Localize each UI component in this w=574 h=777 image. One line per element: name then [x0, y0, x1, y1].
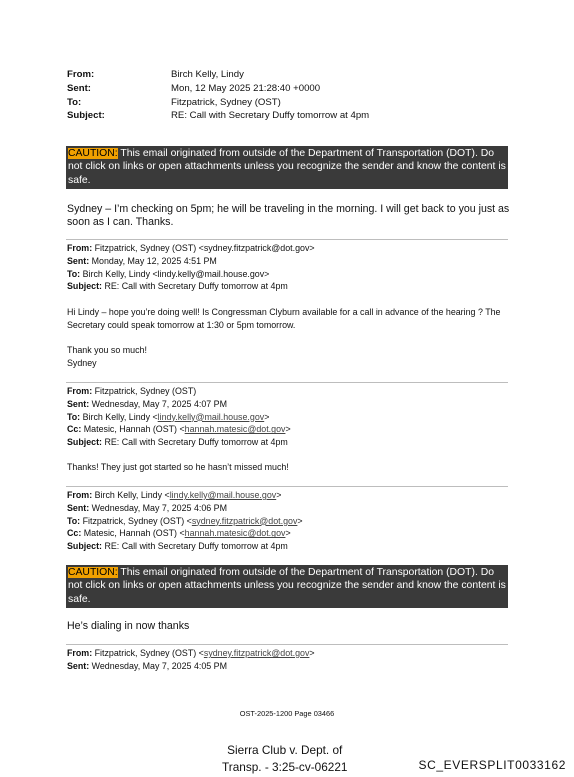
bracket: > [285, 424, 291, 435]
to-name: Birch Kelly, Lindy < [80, 411, 158, 422]
sent-label: Sent: [67, 82, 91, 94]
caution-banner [66, 565, 508, 608]
subject-label: Subject: [67, 281, 103, 292]
from-label: From: [67, 69, 95, 80]
divider [66, 382, 508, 383]
from-label: From: [67, 243, 93, 253]
case-caption [222, 742, 347, 775]
reply-text: He’s dialing in now thanks [67, 620, 190, 632]
from-label: From: [67, 386, 93, 396]
sent-value: Wednesday, May 7, 2025 4:07 PM [89, 398, 227, 409]
caution-word: CAUTION: [68, 567, 118, 578]
to-name: Fitzpatrick, Sydney (OST) < [80, 515, 192, 526]
from-value: Fitzpatrick, Sydney (OST) [92, 386, 197, 396]
sent-label: Sent: [67, 398, 90, 409]
caution-text: This email originated from outside of the Department of Transportation (DOT). Do not click on links or open attachments unless you recognize the sender and know the content is safe. [68, 148, 506, 186]
sent-label: Sent: [67, 502, 90, 513]
case-line-2: Transp. - 3:25-cv-06221 [222, 759, 348, 774]
cc-email-link[interactable]: hannah.matesic@dot.gov [184, 424, 286, 435]
to-label: To: [67, 96, 82, 108]
bracket: > [276, 490, 282, 500]
sent-label: Sent: [67, 660, 90, 671]
message-body: Thanks! They just got started so he hasn’t missed much! [67, 462, 289, 472]
caution-word: CAUTION: [68, 148, 118, 159]
to-label: To: [67, 515, 81, 526]
quoted-header-4 [67, 647, 512, 673]
to-label: To: [67, 268, 81, 279]
subject-label: Subject: [67, 110, 105, 122]
from-name: Fitzpatrick, Sydney (OST) < [92, 648, 204, 658]
quoted-header-2 [67, 385, 512, 449]
from-label: From: [67, 490, 93, 500]
sent-value: Wednesday, May 7, 2025 4:06 PM [89, 502, 227, 513]
subject-value: RE: Call with Secretary Duffy tomorrow at 4pm [102, 541, 288, 552]
to-value: Fitzpatrick, Sydney (OST) [171, 96, 281, 108]
cc-label: Cc: [67, 528, 82, 539]
divider [66, 239, 508, 240]
from-value: Fitzpatrick, Sydney (OST) <sydney.fitzpatrick@dot.gov> [92, 243, 315, 253]
bracket: > [285, 528, 291, 539]
subject-label: Subject: [67, 541, 103, 552]
subject-value: RE: Call with Secretary Duffy tomorrow at 4pm [102, 437, 288, 448]
from-label: From: [67, 648, 93, 658]
sent-label: Sent: [67, 255, 90, 266]
sent-value: Wednesday, May 7, 2025 4:05 PM [89, 660, 227, 671]
page-number: OST-2025-1200 Page 03466 [239, 709, 335, 718]
from-email-link[interactable]: sydney.fitzpatrick@dot.gov [203, 648, 310, 658]
to-email-link[interactable]: lindy.kelly@mail.house.gov [157, 411, 265, 422]
from-email-link[interactable]: lindy.kelly@mail.house.gov [169, 490, 277, 500]
cc-email-link[interactable]: hannah.matesic@dot.gov [184, 528, 286, 539]
quoted-header-3 [67, 489, 512, 553]
caution-text: This email originated from outside of the Department of Transportation (DOT). Do not click on links or open attachments unless you recognize the sender and know the content is safe. [68, 567, 506, 605]
to-email-link[interactable]: sydney.fitzpatrick@dot.gov [191, 515, 298, 526]
subject-label: Subject: [67, 437, 103, 448]
bates-number: SC_EVERSPLIT0033162 [418, 758, 566, 772]
sent-value: Monday, May 12, 2025 4:51 PM [89, 255, 217, 266]
quoted-header-1 [67, 242, 512, 293]
message-body: Thank you so much! [67, 345, 147, 355]
to-label: To: [67, 411, 81, 422]
caution-banner [66, 146, 508, 189]
bracket: > [309, 648, 315, 658]
message-body: Hi Lindy – hope you’re doing well! Is Congressman Clyburn available for a call in advance of the hearing ? The Secretary could speak tomorrow at 1:30 or 5pm tomorrow. [67, 307, 501, 330]
divider [66, 644, 508, 645]
subject-value: RE: Call with Secretary Duffy tomorrow at 4pm [171, 110, 370, 122]
reply-text: Sydney – I’m checking on 5pm; he will be traveling in the morning. I will get back to you just as soon as I can. Thanks. [67, 203, 510, 228]
message-signature: Sydney [67, 358, 97, 368]
bracket: > [264, 411, 270, 422]
from-value: Birch Kelly, Lindy [171, 69, 244, 80]
bracket: > [297, 515, 303, 526]
case-line-1: Sierra Club v. Dept. of [227, 743, 343, 757]
from-name: Birch Kelly, Lindy < [92, 490, 170, 500]
to-value: Birch Kelly, Lindy <lindy.kelly@mail.house.gov> [80, 268, 270, 279]
email-header [67, 68, 369, 123]
subject-value: RE: Call with Secretary Duffy tomorrow at 4pm [102, 281, 288, 292]
cc-name: Matesic, Hannah (OST) < [81, 424, 185, 435]
cc-label: Cc: [67, 424, 82, 435]
cc-name: Matesic, Hannah (OST) < [81, 528, 185, 539]
sent-value: Mon, 12 May 2025 21:28:40 +0000 [171, 82, 321, 94]
divider [66, 486, 508, 487]
